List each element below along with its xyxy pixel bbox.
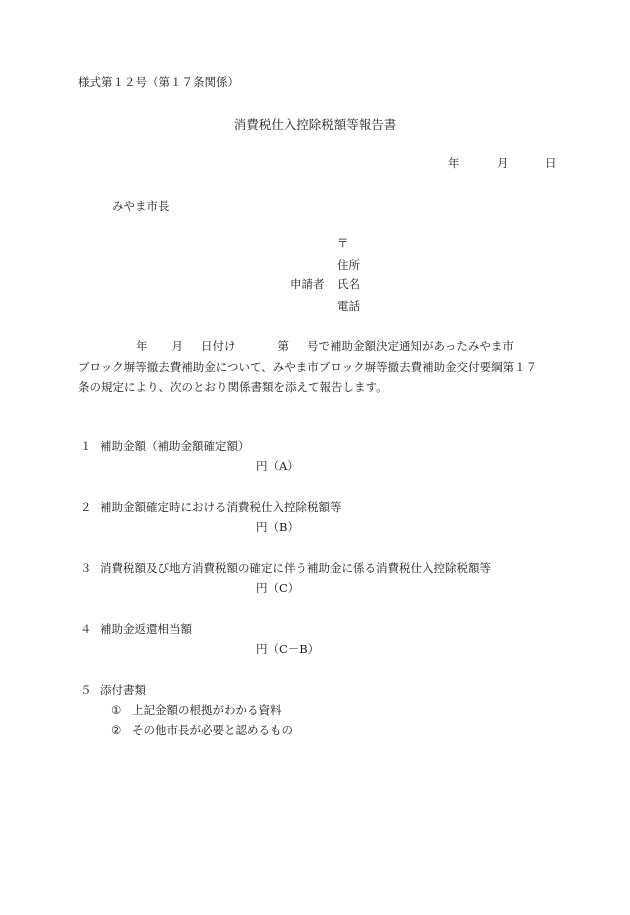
item-amount: 円（A） — [256, 459, 299, 473]
item-amount: 円（C－B） — [256, 642, 320, 656]
form-number: 様式第１２号（第１７条関係） — [78, 75, 239, 89]
item-number: ３ — [80, 561, 92, 575]
date-month-label: 月 — [497, 156, 509, 170]
applicant-label: 申請者 — [290, 277, 325, 291]
attachment-mark: ① — [111, 703, 122, 717]
body-dated: 日付け — [201, 339, 236, 353]
attachments-number: ５ — [80, 683, 92, 697]
item-label: 補助金額（補助金額確定額） — [100, 439, 250, 453]
report-paragraph — [78, 336, 558, 398]
body-line1-rest: 号で補助金額決定通知があったみやま市 — [307, 339, 514, 353]
item-label: 補助金返還相当額 — [100, 622, 192, 636]
item-number: ２ — [80, 500, 92, 514]
date-year-label: 年 — [448, 156, 460, 170]
attachment-text: 上記金額の根拠がわかる資料 — [132, 703, 282, 717]
body-month: 月 — [171, 339, 183, 353]
postal-mark: 〒 — [337, 236, 349, 250]
item-amount: 円（B） — [256, 520, 299, 534]
name-label: 氏名 — [337, 277, 360, 291]
item-amount: 円（C） — [256, 581, 300, 595]
attachment-mark: ② — [111, 723, 122, 737]
item-number: ４ — [80, 622, 92, 636]
date-day-label: 日 — [545, 156, 557, 170]
paragraph-line-1 — [78, 336, 558, 357]
body-year: 年 — [136, 339, 148, 353]
attachments-heading: 添付書類 — [100, 683, 146, 697]
addressee: みやま市長 — [112, 199, 170, 213]
document-title: 消費税仕入控除税額等報告書 — [233, 117, 397, 132]
phone-label: 電話 — [337, 299, 360, 313]
attachment-text: その他市長が必要と認めるもの — [132, 723, 293, 737]
item-label: 消費税額及び地方消費税額の確定に伴う補助金に係る消費税仕入控除税額等 — [100, 561, 491, 575]
body-no-prefix: 第 — [277, 339, 289, 353]
item-number: １ — [80, 439, 92, 453]
address-label: 住所 — [337, 258, 360, 272]
item-label: 補助金額確定時における消費税仕入控除税額等 — [100, 500, 342, 514]
paragraph-line-2: ブロック塀等撤去費補助金について、みやま市ブロック塀等撤去費補助金交付要綱第１７ — [78, 359, 538, 374]
paragraph-line-3: 条の規定により、次のとおり関係書類を添えて報告します。 — [78, 380, 388, 394]
